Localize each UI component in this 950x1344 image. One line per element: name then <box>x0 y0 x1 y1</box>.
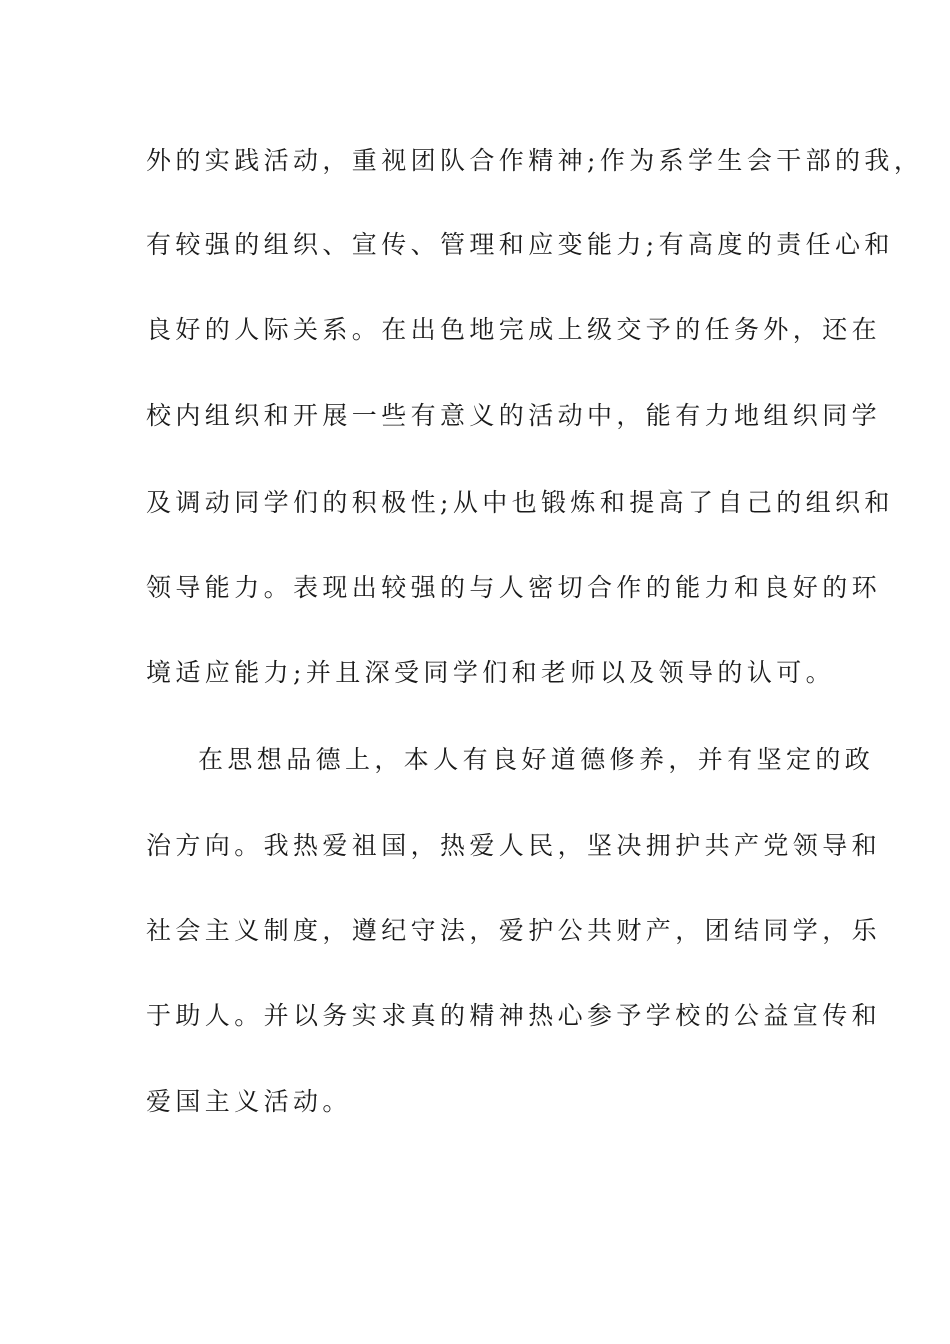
paragraph-1-line-5: 及调动同学们的积极性;从中也锻炼和提高了自己的组织和 <box>146 488 894 517</box>
paragraph-1-line-6: 领导能力。表现出较强的与人密切合作的能力和良好的环 <box>146 573 882 602</box>
paragraph-1-line-7: 境适应能力;并且深受同学们和老师以及领导的认可。 <box>146 658 836 687</box>
paragraph-2-line-4: 于助人。并以务实求真的精神热心参予学校的公益宣传和 <box>146 1001 882 1030</box>
paragraph-1-line-3: 良好的人际关系。在出色地完成上级交予的任务外，还在 <box>146 315 882 344</box>
paragraph-2-line-2: 治方向。我热爱祖国，热爱人民，坚决拥护共产党领导和 <box>146 831 882 860</box>
paragraph-1-line-2: 有较强的组织、宣传、管理和应变能力;有高度的责任心和 <box>146 230 894 259</box>
paragraph-2-line-3: 社会主义制度，遵纪守法，爱护公共财产，团结同学，乐 <box>146 916 882 945</box>
paragraph-2-line-5: 爱国主义活动。 <box>146 1087 352 1116</box>
paragraph-1-line-1: 外的实践活动，重视团队合作精神;作为系学生会干部的我， <box>146 146 924 175</box>
paragraph-2-line-1: 在思想品德上，本人有良好道德修养，并有坚定的政 <box>198 745 875 774</box>
paragraph-1-line-4: 校内组织和开展一些有意义的活动中，能有力地组织同学 <box>146 401 882 430</box>
